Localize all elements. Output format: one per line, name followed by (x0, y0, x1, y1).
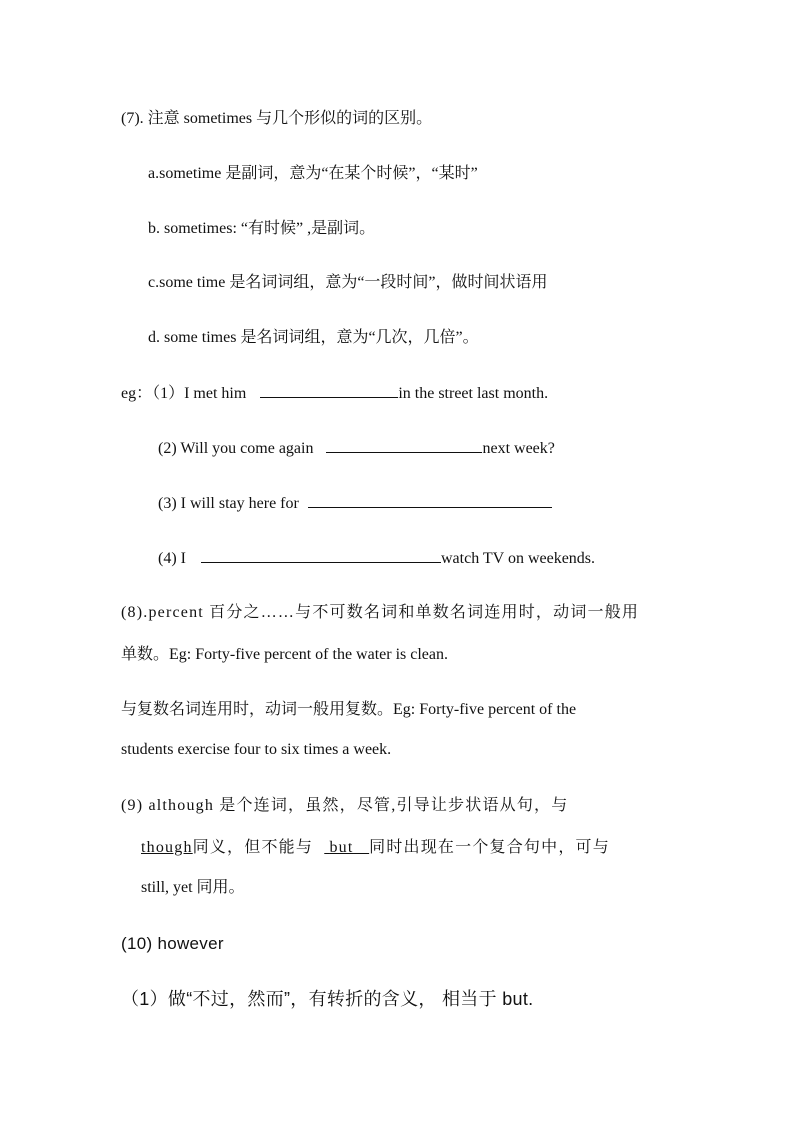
example-4-blank[interactable] (201, 548, 441, 563)
example-2-prefix: (2) Will you come again (158, 440, 314, 457)
section-9-line-1: (9) although 是个连词，虽然，尽管,引导让步状语从句，与 (121, 797, 569, 814)
section-8-line-1: (8).percent 百分之……与不可数名词和单数名词连用时，动词一般用 (121, 604, 640, 621)
example-4 (158, 548, 595, 569)
section-7-heading: (7). 注意 sometimes 与几个形似的词的区别。 (121, 110, 433, 127)
section-7-item-d: d. some times 是名词词组，意为“几次，几倍”。 (148, 329, 479, 346)
example-1-blank[interactable] (260, 383, 398, 398)
section-8-line-2: 单数。Eg: Forty-five percent of the water is clean. (121, 646, 449, 663)
section-10-heading: (10) however (121, 934, 224, 953)
example-2-blank[interactable] (326, 438, 482, 453)
though-underlined-word: though (141, 839, 193, 856)
section-7-item-c: c.some time 是名词词组，意为“一段时间”，做时间状语用 (148, 274, 548, 291)
example-2 (158, 438, 555, 459)
example-4-suffix: watch TV on weekends. (440, 550, 596, 567)
section-8-line-4: students exercise four to six times a week. (121, 741, 392, 758)
but-underlined-word (324, 839, 369, 856)
example-3-blank[interactable] (308, 493, 552, 508)
example-1 (121, 383, 548, 404)
section-9-line-2 (141, 838, 610, 858)
but-word-text: but (329, 839, 354, 856)
section-9-line-2-mid: 同义，但不能与 (192, 839, 314, 856)
example-2-suffix: next week? (482, 440, 555, 457)
example-1-suffix: in the street last month. (398, 385, 549, 402)
section-7-item-a: a.sometime 是副词，意为“在某个时候”，“某时” (148, 165, 478, 182)
example-1-prefix: eg：（1）I met him (121, 385, 247, 402)
example-4-prefix: (4) I (158, 550, 186, 567)
section-8-line-3: 与复数名词连用时，动词一般用复数。Eg: Forty-five percent of the (121, 701, 577, 718)
example-3-prefix: (3) I will stay here for (158, 495, 299, 512)
section-9-line-3: still, yet 同用。 (141, 879, 245, 896)
section-7-item-b: b. sometimes: “有时候” ,是副词。 (148, 220, 376, 237)
section-10-line-1: （1）做“不过，然而”，有转折的含义， 相当于 but. (121, 989, 534, 1009)
section-9-line-2-end: 同时出现在一个复合句中，可与 (369, 839, 610, 856)
example-3 (158, 493, 552, 514)
